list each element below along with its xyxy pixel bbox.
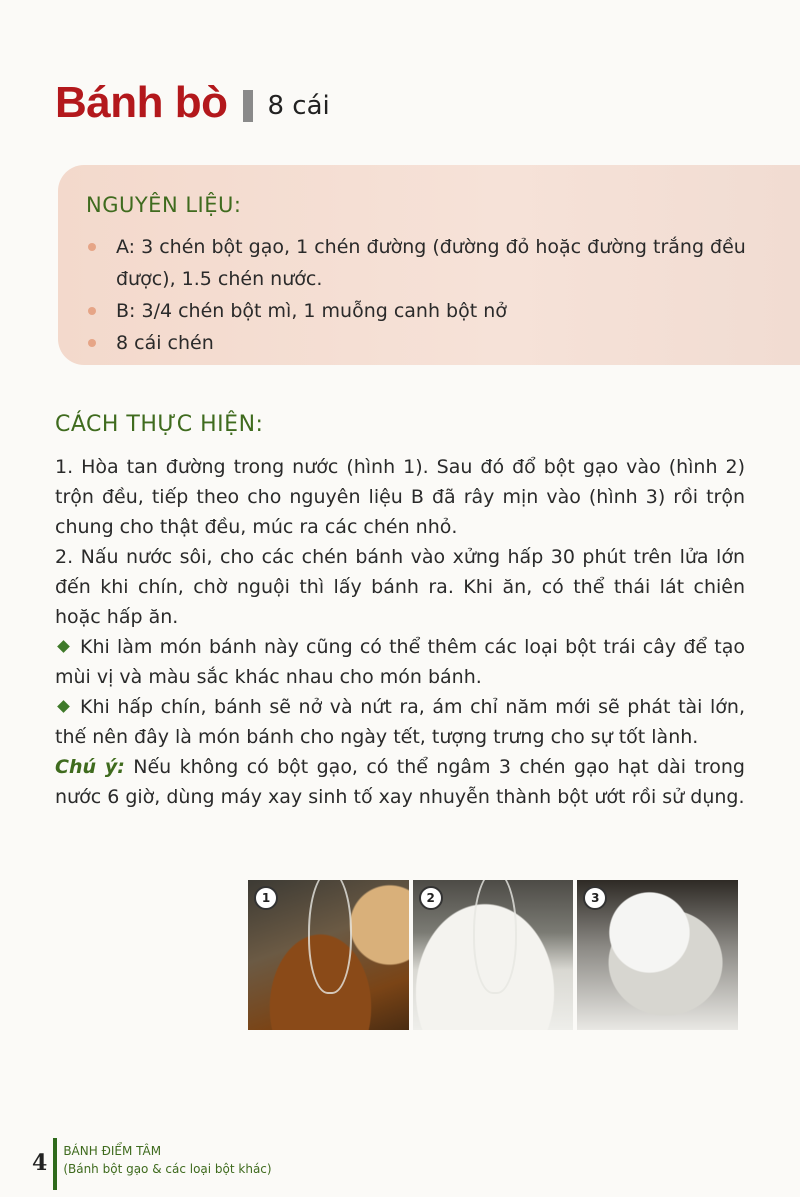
- step-photo-2: [413, 880, 574, 1030]
- note-text: Nếu không có bột gạo, có thể ngâm 3 chén gạo hạt dài trong nước 6 giờ, dùng máy xay sinh tố xay nhuyễn thành bột ướt rồi sử dụng.: [55, 756, 745, 808]
- ingredient-item: 8 cái chén: [86, 327, 766, 359]
- note-label: Chú ý:: [55, 756, 125, 778]
- photo-number-badge: 2: [419, 886, 443, 910]
- whisk-illustration: [308, 880, 352, 994]
- book-subtitle: (Bánh bột gạo & các loại bột khác): [63, 1162, 272, 1176]
- whisk-illustration: [473, 880, 517, 994]
- footer-divider: [53, 1138, 57, 1190]
- title-row: [55, 78, 330, 128]
- tip-item: [55, 692, 745, 752]
- book-title: BÁNH ĐIỂM TÂM: [63, 1144, 162, 1158]
- ingredients-box: [58, 165, 800, 365]
- footer-text: [63, 1142, 271, 1178]
- ingredient-item: B: 3/4 chén bột mì, 1 muỗng canh bột nở: [86, 295, 766, 327]
- method-step: 2. Nấu nước sôi, cho các chén bánh vào xửng hấp 30 phút trên lửa lớn đến khi chín, chờ nguội thì lấy bánh ra. Khi ăn, có thể thái lát chiên hoặc hấp ăn.: [55, 546, 745, 628]
- photo-number-badge: 1: [254, 886, 278, 910]
- note: [55, 752, 745, 812]
- ingredients-heading: NGUYÊN LIỆU:: [86, 193, 242, 217]
- photo-number-badge: 3: [583, 886, 607, 910]
- method-body: [55, 452, 745, 812]
- ingredient-item: A: 3 chén bột gạo, 1 chén đường (đường đỏ hoặc đường trắng đều được), 1.5 chén nước.: [86, 231, 766, 295]
- step-photo-3: [577, 880, 738, 1030]
- method-heading: CÁCH THỰC HIỆN:: [55, 412, 264, 437]
- page-title: Bánh bò: [55, 78, 228, 127]
- step-photos: [248, 880, 738, 1030]
- yield-label: 8 cái: [267, 91, 330, 121]
- step-photo-1: [248, 880, 409, 1030]
- ingredients-list: [86, 231, 766, 359]
- diamond-bullet-icon: [57, 700, 70, 713]
- tip-item: [55, 632, 745, 692]
- page-footer: [32, 1138, 272, 1190]
- diamond-bullet-icon: [57, 640, 70, 653]
- method-step: 1. Hòa tan đường trong nước (hình 1). Sau đó đổ bột gạo vào (hình 2) trộn đều, tiếp theo cho nguyên liệu B đã rây mịn vào (hình 3) rồi trộn chung cho thật đều, múc ra các chén nhỏ.: [55, 456, 745, 538]
- tip-text: Khi làm món bánh này cũng có thể thêm các loại bột trái cây để tạo mùi vị và màu sắc khác nhau cho món bánh.: [55, 636, 745, 688]
- title-divider: [243, 90, 253, 122]
- tip-text: Khi hấp chín, bánh sẽ nở và nứt ra, ám chỉ năm mới sẽ phát tài lớn, thế nên đây là món bánh cho ngày tết, tượng trưng cho sự tốt lành.: [55, 696, 745, 748]
- page-number: 4: [32, 1150, 48, 1176]
